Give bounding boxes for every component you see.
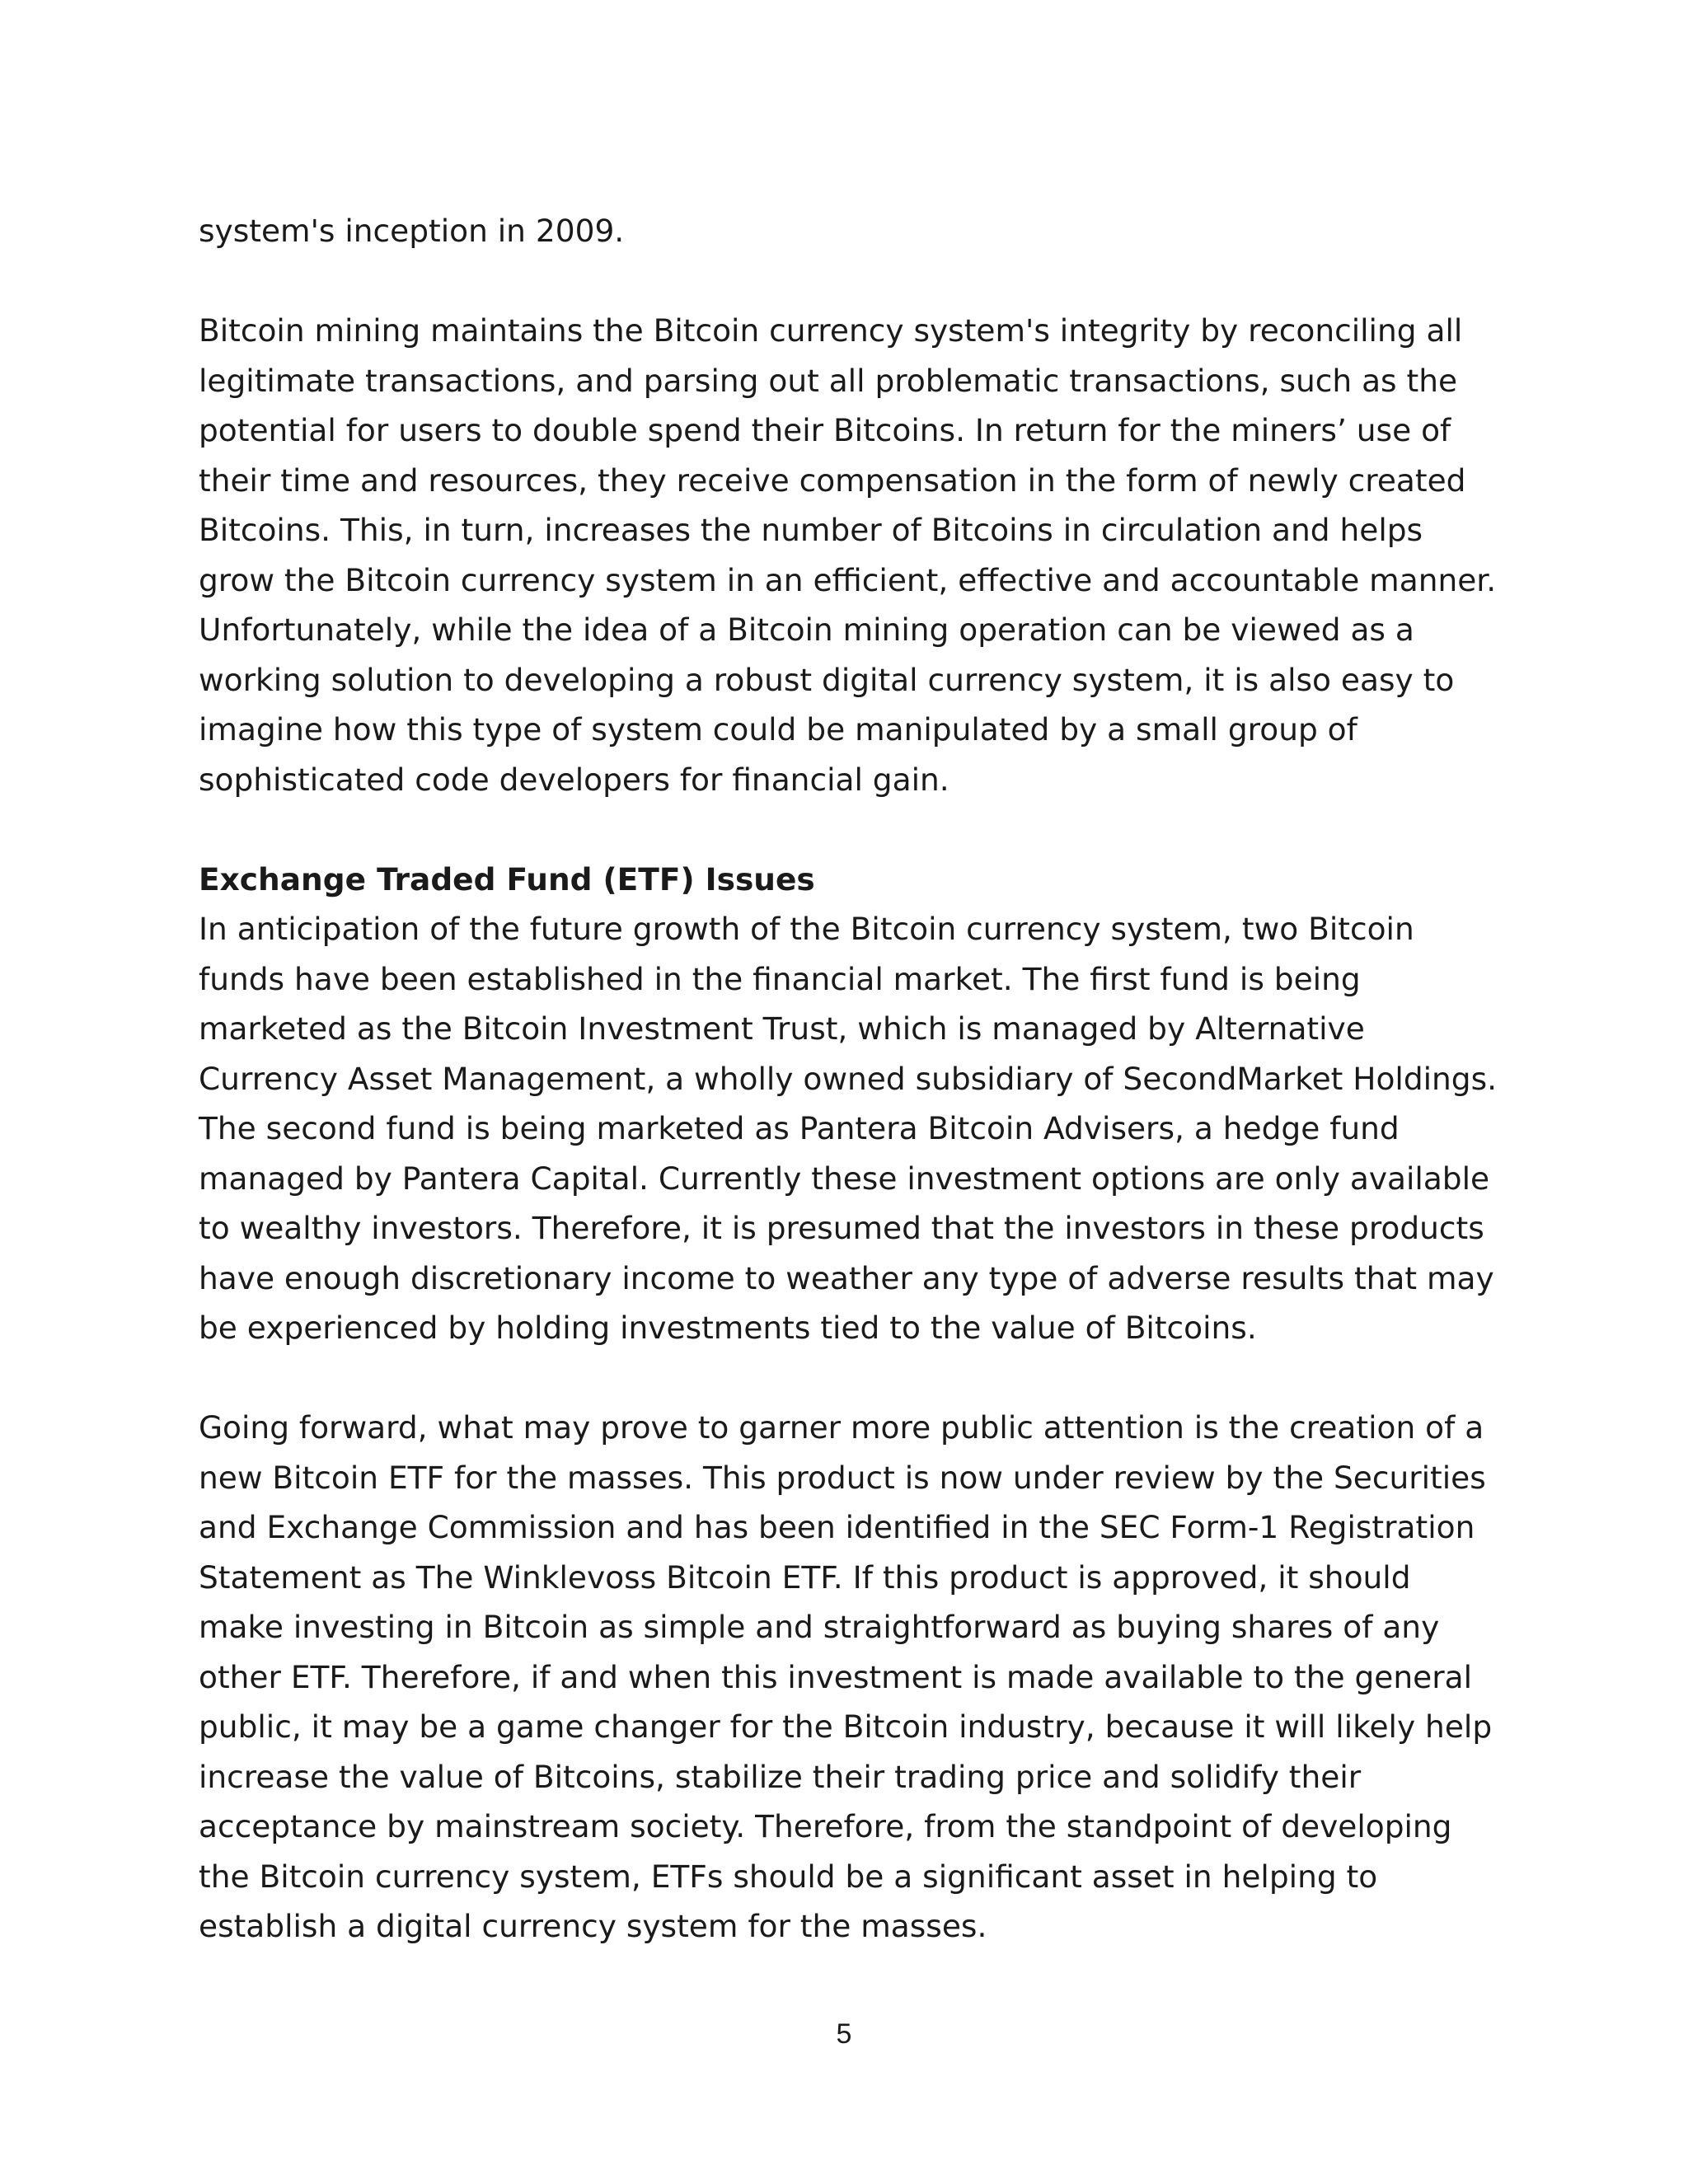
paragraph-bitcoin-mining: Bitcoin mining maintains the Bitcoin currency system's integrity by reconciling all legitimate transactions, and parsing out all problematic transactions, such as the potential for users to double spend their Bitcoins. In return for the miners’ use of their time and resources, they receive compensation in the form of newly created Bitcoins. This, in turn, increases the number of Bitcoins in circulation and helps grow the Bitcoin currency system in an efficient, effective and accountable manner. Unfortunately, while the idea of a Bitcoin mining operation can be viewed as a working solution to developing a robust digital currency system, it is also easy to imagine how this type of system could be manipulated by a small group of sophisticated code developers for financial gain. xyxy=(199,312,1497,798)
page-number: 5 xyxy=(836,2018,852,2050)
paragraph-continuation: system's inception in 2009. xyxy=(199,213,625,249)
paragraph-bitcoin-funds: In anticipation of the future growth of the Bitcoin currency system, two Bitcoin funds have been established in the financial market. The first fund is being marketed as the Bitcoin Investment Trust, which is managed by Alternative Currency Asset Management, a wholly owned subsidiary of SecondMarket Holdings. The second fund is being marketed as Pantera Bitcoin Advisers, a hedge fund managed by Pantera Capital. Currently these investment options are only available to wealthy investors. Therefore, it is presumed that the investors in these products have enough discretionary income to weather any type of adverse results that may be experienced by holding investments tied to the value of Bitcoins. xyxy=(199,911,1498,1346)
paragraph-bitcoin-etf: Going forward, what may prove to garner more public attention is the creation of a new Bitcoin ETF for the masses. This product is now under review by the Securities and Exchange Commission and has been identified in the SEC Form-1 Registration Statement as The Winklevoss Bitcoin ETF. If this product is approved, it should make investing in Bitcoin as simple and straightforward as buying shares of any other ETF. Therefore, if and when this investment is made available to the general public, it may be a game changer for the Bitcoin industry, because it will likely help increase the value of Bitcoins, stabilize their trading price and solidify their acceptance by mainstream society. Therefore, from the standpoint of developing the Bitcoin currency system, ETFs should be a significant asset in helping to establish a digital currency system for the masses. xyxy=(199,1409,1493,1944)
section-heading-etf-issues: Exchange Traded Fund (ETF) Issues xyxy=(199,860,815,898)
page-body xyxy=(199,206,1501,2001)
